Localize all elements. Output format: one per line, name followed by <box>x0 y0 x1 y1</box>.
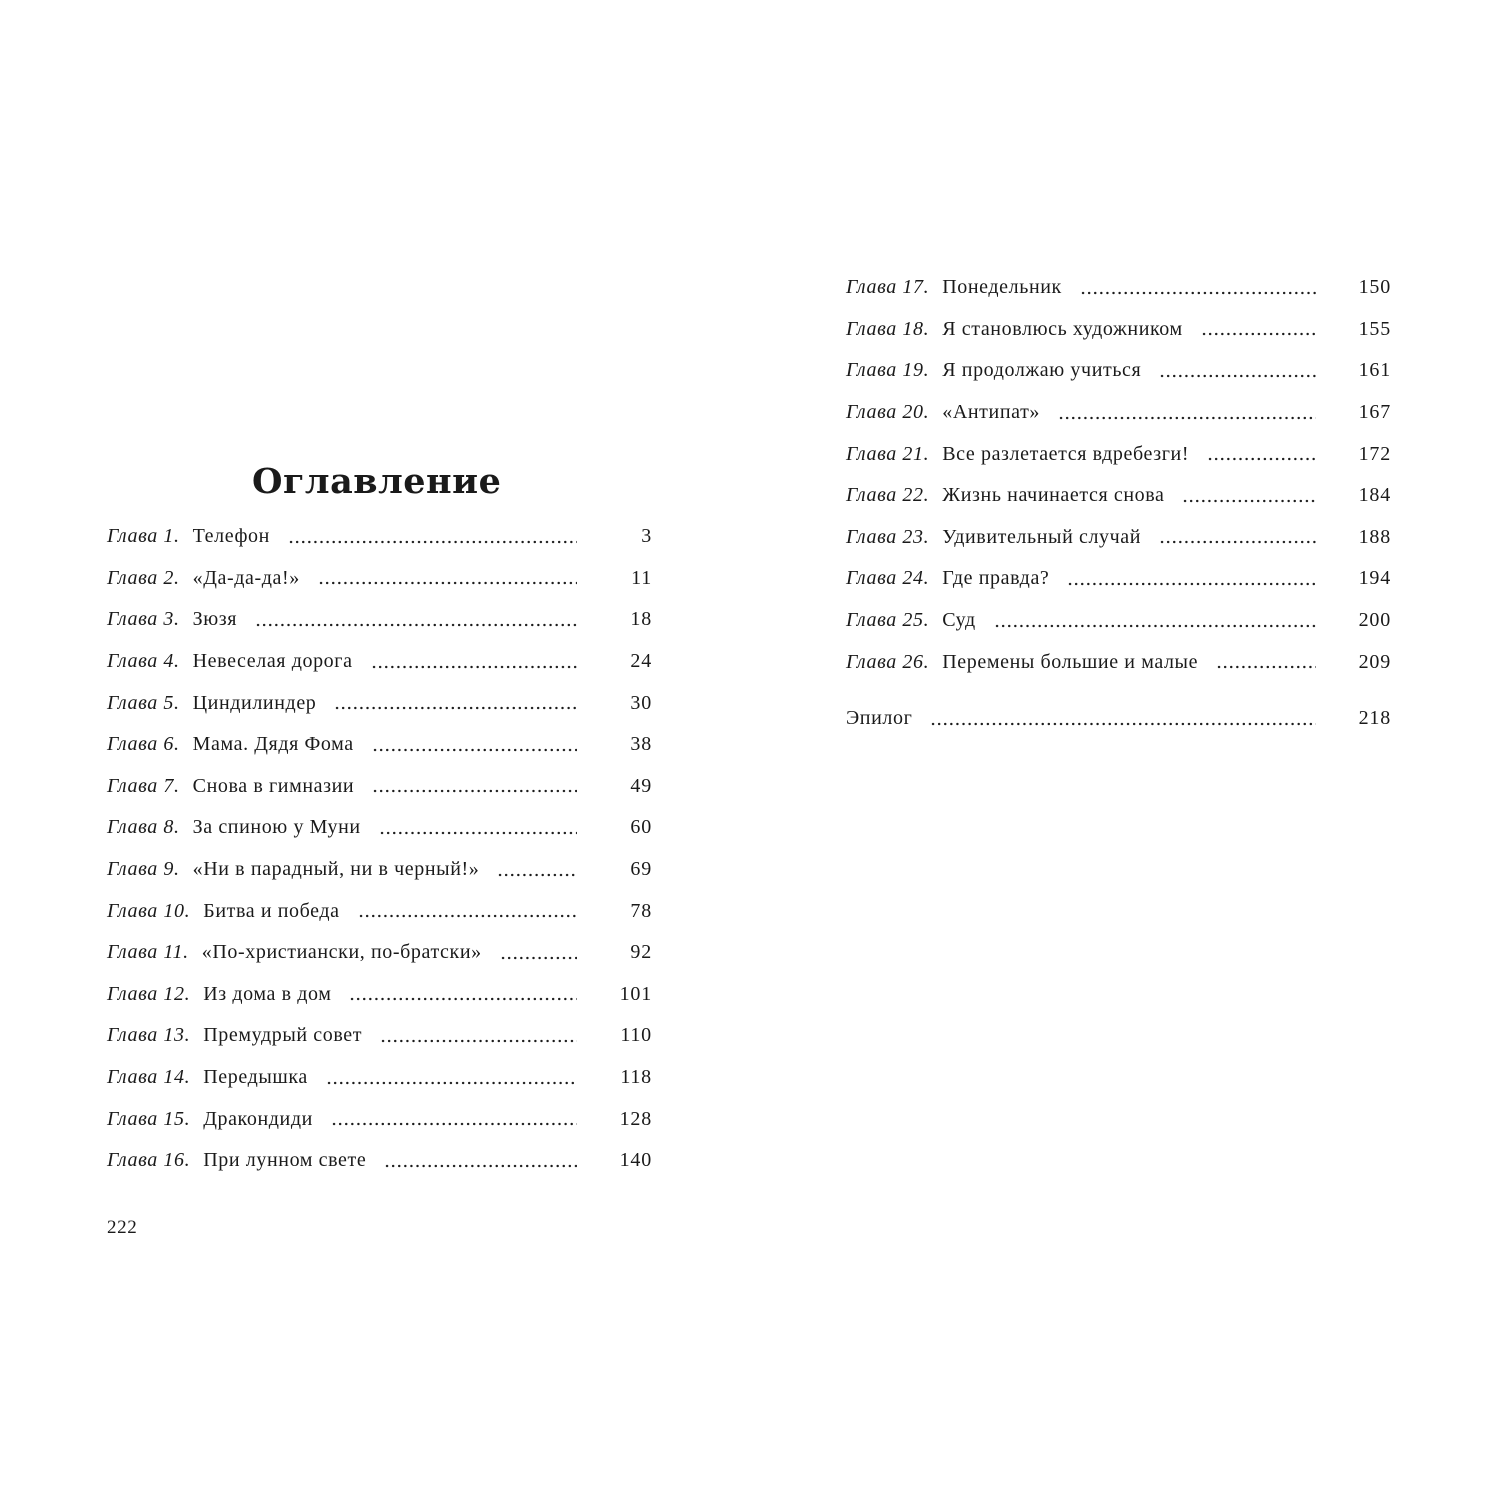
page-number-cell <box>577 1024 652 1047</box>
chapter-title: Все разлетается вдребезги! <box>942 442 1190 465</box>
toc-entry <box>107 558 652 600</box>
dot-leader <box>349 996 577 1002</box>
toc-entry <box>107 724 652 766</box>
chapter-page-number: 69 <box>630 858 652 881</box>
dot-leader <box>1058 415 1316 421</box>
chapter-label: Глава 22. <box>846 484 930 507</box>
toc-entry <box>107 1057 652 1099</box>
chapter-label: Глава 17. <box>846 276 930 299</box>
chapter-label: Глава 1. <box>107 525 180 548</box>
page-number-cell <box>577 567 652 590</box>
page-number-cell <box>577 525 652 548</box>
dot-leader <box>1182 498 1316 504</box>
chapter-title: Перемены большие и малые <box>942 650 1199 673</box>
chapter-label: Глава 15. <box>107 1107 191 1130</box>
chapter-page-number: 49 <box>630 774 652 797</box>
page-number-cell <box>1316 318 1391 341</box>
toc-entry <box>107 932 652 974</box>
page-number-cell <box>1316 401 1391 424</box>
chapter-label: Глава 26. <box>846 650 930 673</box>
page-number-cell <box>1316 651 1391 674</box>
dot-leader <box>371 664 577 670</box>
toc-entry <box>107 766 652 808</box>
dot-leader <box>1159 373 1316 379</box>
toc-left-column <box>107 516 652 1182</box>
chapter-title: «По-христиански, по-братски» <box>201 941 482 964</box>
chapter-page-number: 30 <box>630 691 652 714</box>
dot-leader <box>930 721 1316 727</box>
dot-leader <box>379 830 577 836</box>
chapter-title: Снова в гимназии <box>192 774 355 797</box>
chapter-title: Эпилог <box>846 707 913 730</box>
toc-entry <box>846 641 1391 683</box>
chapter-title: Жизнь начинается снова <box>942 484 1165 507</box>
chapter-title: Я становлюсь художником <box>942 317 1183 340</box>
dot-leader <box>994 623 1316 629</box>
dot-leader <box>372 788 577 794</box>
chapter-page-number: 209 <box>1358 650 1391 673</box>
page-number-cell <box>577 900 652 923</box>
toc-entry <box>846 600 1391 642</box>
dot-leader <box>1201 331 1316 337</box>
toc-right-column <box>846 267 1391 740</box>
page-number-cell <box>577 941 652 964</box>
toc-entry <box>107 849 652 891</box>
chapter-label: Глава 5. <box>107 691 180 714</box>
page-number-cell <box>577 733 652 756</box>
page-number-cell <box>1316 484 1391 507</box>
page-number-cell <box>577 650 652 673</box>
chapter-title: Я продолжаю учиться <box>942 359 1142 382</box>
dot-leader <box>334 705 577 711</box>
toc-entry <box>846 433 1391 475</box>
chapter-page-number: 188 <box>1358 525 1391 548</box>
chapter-label: Глава 9. <box>107 858 180 881</box>
page-number-cell <box>1316 609 1391 632</box>
page-number-cell <box>577 983 652 1006</box>
chapter-page-number: 155 <box>1358 317 1391 340</box>
chapter-page-number: 167 <box>1358 401 1391 424</box>
chapter-title: Где правда? <box>942 567 1050 590</box>
chapter-label: Глава 3. <box>107 608 180 631</box>
chapter-label: Глава 8. <box>107 816 180 839</box>
page-number-cell <box>1316 567 1391 590</box>
dot-leader <box>372 747 577 753</box>
chapter-label: Глава 16. <box>107 1149 191 1172</box>
dot-leader <box>500 955 577 961</box>
chapter-label: Глава 2. <box>107 566 180 589</box>
chapter-label: Глава 13. <box>107 1024 191 1047</box>
chapter-page-number: 24 <box>630 650 652 673</box>
dot-leader <box>380 1038 577 1044</box>
dot-leader <box>358 913 577 919</box>
dot-leader <box>1207 456 1316 462</box>
chapter-title: Суд <box>942 609 976 632</box>
chapter-title: Премудрый совет <box>203 1024 363 1047</box>
page-number-cell <box>577 1108 652 1131</box>
toc-entry <box>107 599 652 641</box>
chapter-label: Глава 25. <box>846 609 930 632</box>
chapter-label: Глава 12. <box>107 982 191 1005</box>
chapter-page-number: 3 <box>641 525 652 548</box>
page-number-cell <box>577 816 652 839</box>
toc-entry <box>846 267 1391 309</box>
toc-entry <box>107 516 652 558</box>
chapter-title: Битва и победа <box>203 899 340 922</box>
toc-entry <box>846 392 1391 434</box>
chapter-title: «Да-да-да!» <box>192 566 300 589</box>
chapter-title: Передышка <box>203 1066 308 1089</box>
chapter-label: Глава 18. <box>846 317 930 340</box>
toc-entry <box>846 558 1391 600</box>
dot-leader <box>318 580 577 586</box>
chapter-title: «Ни в парадный, ни в черный!» <box>192 858 480 881</box>
page-number: 222 <box>107 1217 138 1238</box>
toc-entry <box>846 475 1391 517</box>
toc-entry <box>107 1015 652 1057</box>
page-number-cell <box>577 858 652 881</box>
chapter-title: «Антипат» <box>942 401 1041 424</box>
chapter-page-number: 60 <box>630 816 652 839</box>
chapter-label: Глава 24. <box>846 567 930 590</box>
chapter-label: Глава 11. <box>107 941 189 964</box>
dot-leader <box>1080 290 1316 296</box>
page-number-cell <box>577 608 652 631</box>
chapter-page-number: 150 <box>1358 276 1391 299</box>
chapter-label: Глава 19. <box>846 359 930 382</box>
chapter-title: При лунном свете <box>203 1149 367 1172</box>
chapter-title: Мама. Дядя Фома <box>192 733 354 756</box>
toc-entry <box>107 1098 652 1140</box>
toc-entry <box>107 974 652 1016</box>
chapter-title: Телефон <box>192 525 270 548</box>
chapter-label: Глава 4. <box>107 650 180 673</box>
chapter-title: Невеселая дорога <box>192 650 353 673</box>
chapter-page-number: 140 <box>619 1149 652 1172</box>
chapter-label: Глава 10. <box>107 899 191 922</box>
chapter-label: Глава 20. <box>846 401 930 424</box>
dot-leader <box>384 1163 577 1169</box>
chapter-page-number: 101 <box>619 982 652 1005</box>
chapter-title: За спиною у Муни <box>192 816 361 839</box>
chapter-page-number: 118 <box>620 1066 652 1089</box>
page-number-cell <box>1316 443 1391 466</box>
toc-entry <box>107 890 652 932</box>
chapter-page-number: 194 <box>1358 567 1391 590</box>
dot-leader <box>255 622 577 628</box>
dot-leader <box>1067 581 1316 587</box>
toc-entry <box>846 309 1391 351</box>
chapter-page-number: 128 <box>619 1107 652 1130</box>
dot-leader <box>326 1080 577 1086</box>
toc-entry <box>846 350 1391 392</box>
chapter-page-number: 78 <box>630 899 652 922</box>
chapter-title: Зюзя <box>192 608 238 631</box>
chapter-title: Дракондиди <box>203 1107 313 1130</box>
chapter-page-number: 92 <box>630 941 652 964</box>
chapter-title: Удивительный случай <box>942 525 1142 548</box>
page-number-cell <box>577 1149 652 1172</box>
chapter-page-number: 218 <box>1358 707 1391 730</box>
chapter-page-number: 110 <box>620 1024 652 1047</box>
chapter-page-number: 161 <box>1358 359 1391 382</box>
chapter-label: Глава 21. <box>846 442 930 465</box>
dot-leader <box>1159 539 1316 545</box>
toc-entry <box>846 517 1391 559</box>
toc-entry-epilogue <box>846 698 1391 740</box>
chapter-label: Глава 6. <box>107 733 180 756</box>
chapter-page-number: 184 <box>1358 484 1391 507</box>
dot-leader <box>1216 664 1316 670</box>
chapter-title: Циндилиндер <box>192 691 317 714</box>
page-number-cell <box>577 775 652 798</box>
toc-entry <box>107 807 652 849</box>
chapter-page-number: 38 <box>630 733 652 756</box>
page-number-cell <box>1316 276 1391 299</box>
chapter-title: Понедельник <box>942 276 1062 299</box>
page-number-cell <box>1316 707 1391 730</box>
toc-entry <box>107 641 652 683</box>
chapter-page-number: 18 <box>630 608 652 631</box>
page-title: Оглавление <box>252 461 502 503</box>
chapter-title: Из дома в дом <box>203 982 332 1005</box>
chapter-label: Глава 23. <box>846 525 930 548</box>
chapter-page-number: 200 <box>1358 609 1391 632</box>
toc-entry <box>107 682 652 724</box>
dot-leader <box>497 872 577 878</box>
chapter-page-number: 172 <box>1358 442 1391 465</box>
toc-entry <box>107 1140 652 1182</box>
dot-leader <box>331 1121 577 1127</box>
page-number-cell <box>1316 359 1391 382</box>
chapter-page-number: 11 <box>631 566 652 589</box>
page-number-cell <box>577 1066 652 1089</box>
page-number-cell <box>1316 526 1391 549</box>
page-number-cell <box>577 692 652 715</box>
chapter-label: Глава 7. <box>107 774 180 797</box>
chapter-label: Глава 14. <box>107 1066 191 1089</box>
dot-leader <box>288 539 577 545</box>
